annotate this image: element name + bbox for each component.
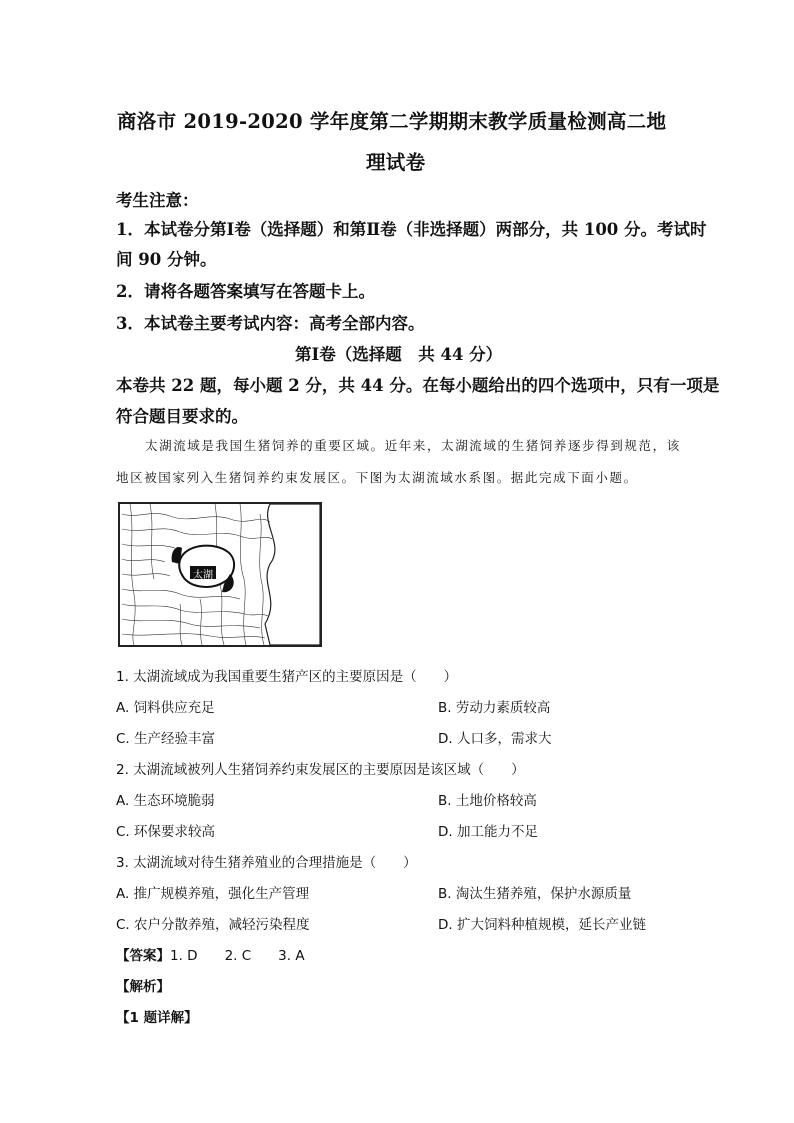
question-2-option-d: D. 加工能力不足 — [438, 824, 538, 840]
question-1-stem: 1. 太湖流域成为我国重要生猪产区的主要原因是（ ） — [116, 669, 458, 685]
question-3-option-a: A. 推广规模养殖，强化生产管理 — [116, 886, 310, 902]
question-1-option-d: D. 人口多，需求大 — [438, 731, 552, 747]
section-intro-line-1: 本卷共 22 题，每小题 2 分，共 44 分。在每小题给出的四个选项中，只有一项是 — [116, 376, 720, 395]
question-2-option-c: C. 环保要求较高 — [116, 824, 216, 840]
answer-line — [116, 944, 305, 964]
question-1-option-a: A. 饲料供应充足 — [116, 700, 215, 716]
notes-heading: 考生注意： — [116, 191, 199, 210]
question-2-option-b: B. 土地价格较高 — [438, 793, 537, 809]
note-item-3: 3．本试卷主要考试内容：高考全部内容。 — [116, 314, 425, 333]
passage-line-1: 太湖流域是我国生猪饲养的重要区域。近年来，太湖流域的生猪饲养逐步得到规范，该 — [145, 438, 681, 453]
question-1-option-c: C. 生产经验丰富 — [116, 731, 216, 747]
question-3-stem: 3. 太湖流域对待生猪养殖业的合理措施是（ ） — [116, 855, 417, 871]
page-title-line-1: 商洛市 2019-2020 学年度第二学期期末教学质量检测高二地 — [117, 110, 667, 133]
question-3-option-b: B. 淘汰生猪养殖，保护水源质量 — [438, 886, 632, 902]
map-drawing — [120, 504, 320, 645]
question-3-option-c: C. 农户分散养殖，减轻污染程度 — [116, 917, 310, 933]
answer-label: 【答案】 — [116, 948, 170, 964]
note-item-1-line-1: 1．本试卷分第Ⅰ卷（选择题）和第Ⅱ卷（非选择题）两部分，共 100 分。考试时 — [116, 220, 707, 239]
question-1-option-b: B. 劳动力素质较高 — [438, 700, 551, 716]
note-item-1-line-2: 间 90 分钟。 — [116, 250, 217, 269]
answer-text: 1. D 2. C 3. A — [170, 948, 305, 964]
taihu-basin-water-system-map — [118, 502, 322, 647]
note-item-2: 2．请将各题答案填写在答题卡上。 — [116, 282, 375, 301]
passage-line-2: 地区被国家列入生猪饲养约束发展区。下图为太湖流域水系图。据此完成下面小题。 — [116, 470, 638, 485]
page-title-line-2: 理试卷 — [366, 151, 426, 174]
section-heading: 第Ⅰ卷（选择题 共 44 分） — [295, 345, 503, 364]
question-2-option-a: A. 生态环境脆弱 — [116, 793, 215, 809]
lake-label: 太湖 — [193, 570, 213, 581]
analysis-label: 【解析】 — [116, 979, 170, 995]
detail-label: 【1 题详解】 — [116, 1010, 198, 1026]
question-3-option-d: D. 扩大饲料种植规模，延长产业链 — [438, 917, 646, 933]
section-intro-line-2: 符合题目要求的。 — [116, 407, 248, 426]
question-2-stem: 2. 太湖流域被列人生猪饲养约束发展区的主要原因是该区域（ ） — [116, 762, 525, 778]
